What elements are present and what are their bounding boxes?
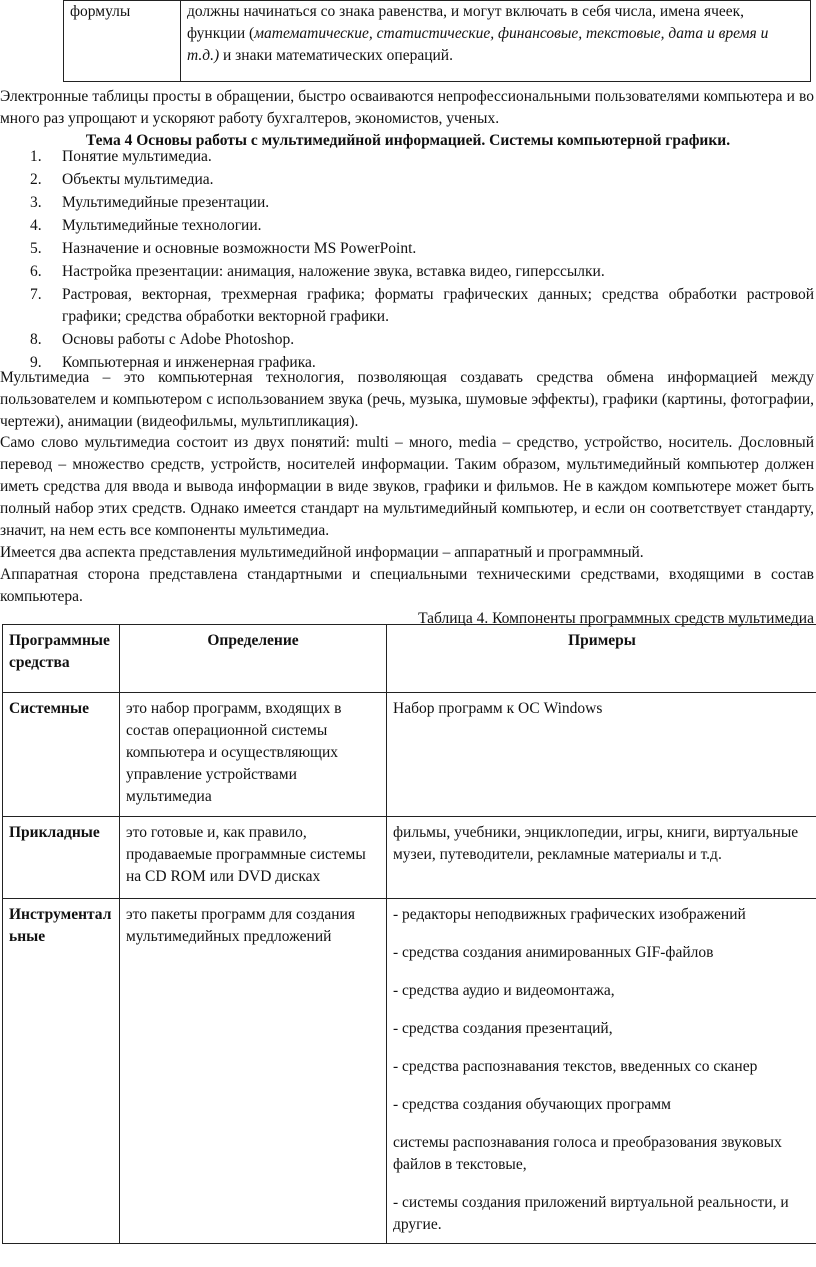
table-body [3,693,816,1244]
section-heading: Тема 4 Основы работы с мультимедийной информацией. Системы компьютерной графики. [85,132,731,149]
description-text-end: и знаки математических операций. [219,47,453,64]
cell-software-type: Прикладные [3,817,120,899]
topic-number: 6. [30,263,42,280]
header-software: Программные средства [3,625,120,693]
table-row [3,817,816,899]
topic-text: Компьютерная и инженерная графика. [62,354,316,371]
software-components-table [2,624,816,1244]
topic-item [0,329,814,351]
header-definition: Определение [120,625,387,693]
example-item: - средства создания презентаций, [393,1020,613,1037]
example-item: Набор программ к ОС Windows [393,700,603,717]
topic-text: Мультимедийные презентации. [62,194,270,211]
topic-number: 5. [30,240,42,257]
description-italic: математические, статистические, финансовые, текстовые, дата и время и т.д.) [187,25,769,64]
topic-number: 4. [30,217,42,234]
topic-item [0,215,814,237]
cell-software-type: Инструментал ьные [3,899,120,1244]
paragraph-multimedia-definition: Мультимедиа – это компьютерная технология, позволяющая создавать средства обмена информацией между пользователем и компьютером с использованием звука (речь, музыка, шумовые эффекты), графики (картины, фотографии, чертежи), анимации (видеофильмы, мультипликация). [0,369,814,430]
cell-examples [387,817,816,899]
formula-table-fragment [63,0,811,82]
paragraph-spreadsheets: Электронные таблицы просты в обращении, быстро осваиваются непрофессиональными пользователями компьютера и во много раз упрощают и ускоряют работу бухгалтеров, экономистов, ученых. [0,88,814,127]
topic-text: Объекты мультимедиа. [62,171,214,188]
example-item: - системы создания приложений виртуальной реальности, и другие. [393,1194,789,1233]
example-item: - редакторы неподвижных графических изображений [393,906,746,923]
topic-number: 8. [30,331,42,348]
header-examples: Примеры [387,625,816,693]
paragraph-aspects: Имеется два аспекта представления мультимедийной информации – аппаратный и программный. [0,544,644,561]
topic-text: Понятие мультимедиа. [62,148,212,165]
cell-definition: это набор программ, входящих в состав операционной системы компьютера и осуществляющих управление устройствами мультимедиа [120,693,387,817]
example-item: фильмы, учебники, энциклопедии, игры, книги, виртуальные музеи, путеводители, рекламные материалы и т.д. [393,824,799,863]
example-item: - средства создания обучающих программ [393,1096,671,1113]
cell-examples [387,693,816,817]
cell-examples [387,899,816,1244]
topic-item [0,238,814,260]
topic-text: Мультимедийные технологии. [62,217,262,234]
topic-item [0,146,814,168]
example-item: системы распознавания голоса и преобразования звуковых файлов в текстовые, [393,1134,782,1173]
topic-text: Настройка презентации: анимация, наложение звука, вставка видео, гиперссылки. [62,263,605,280]
topic-number: 1. [30,148,42,165]
cell-definition: это пакеты программ для создания мультимедийных предложений [120,899,387,1244]
table-row [3,899,816,1244]
example-item: - средства создания анимированных GIF-файлов [393,944,714,961]
table-caption: Таблица 4. Компоненты программных средств мультимедиа [418,610,814,627]
cell-software-type: Системные [3,693,120,817]
topic-text: Назначение и основные возможности MS PowerPoint. [62,240,417,257]
topic-item [0,284,814,328]
table-header-row [3,625,816,693]
topic-number: 2. [30,171,42,188]
topic-item [0,261,814,283]
table-row [64,1,811,82]
cell-definition: это готовые и, как правило, продаваемые программные системы на CD ROM или DVD дисках [120,817,387,899]
example-item: - средства аудио и видеомонтажа, [393,982,615,999]
paragraph-hardware: Аппаратная сторона представлена стандартными и специальными техническими средствами, входящими в состав компьютера. [0,566,814,605]
topic-list [0,146,814,375]
topic-text: Основы работы с Adobe Photoshop. [62,331,295,348]
table-cell-description [181,1,811,82]
table-cell-term: формулы [64,1,181,82]
example-item: - средства распознавания текстов, введенных со сканер [393,1058,758,1075]
topic-item [0,192,814,214]
topic-number: 3. [30,194,42,211]
topic-text: Растровая, векторная, трехмерная графика; форматы графических данных; средства обработки растровой графики; средства обработки векторной графики. [62,286,814,325]
description-text: должны начинаться со знака равенства, и могут включать в себя числа, имена ячеек, функции ( [187,3,745,42]
topic-number: 9. [30,354,42,371]
topic-item [0,169,814,191]
table-row [3,693,816,817]
topic-number: 7. [30,286,42,303]
paragraph-word-origin: Само слово мультимедиа состоит из двух понятий: multi – много, media – средство, устройство, носитель. Дословный перевод – множество средств, устройств, носителей информации. Таким образом, мультимедийный компьютер должен иметь средства для ввода и вывода информации в виде звуков, графики и фильмов. Не в каждом компьютере может быть полный набор этих средств. Однако имеется стандарт на мультимедийный компьютер, и если он соответствует стандарту, значит, на нем есть все компоненты мультимедиа. [0,434,814,539]
